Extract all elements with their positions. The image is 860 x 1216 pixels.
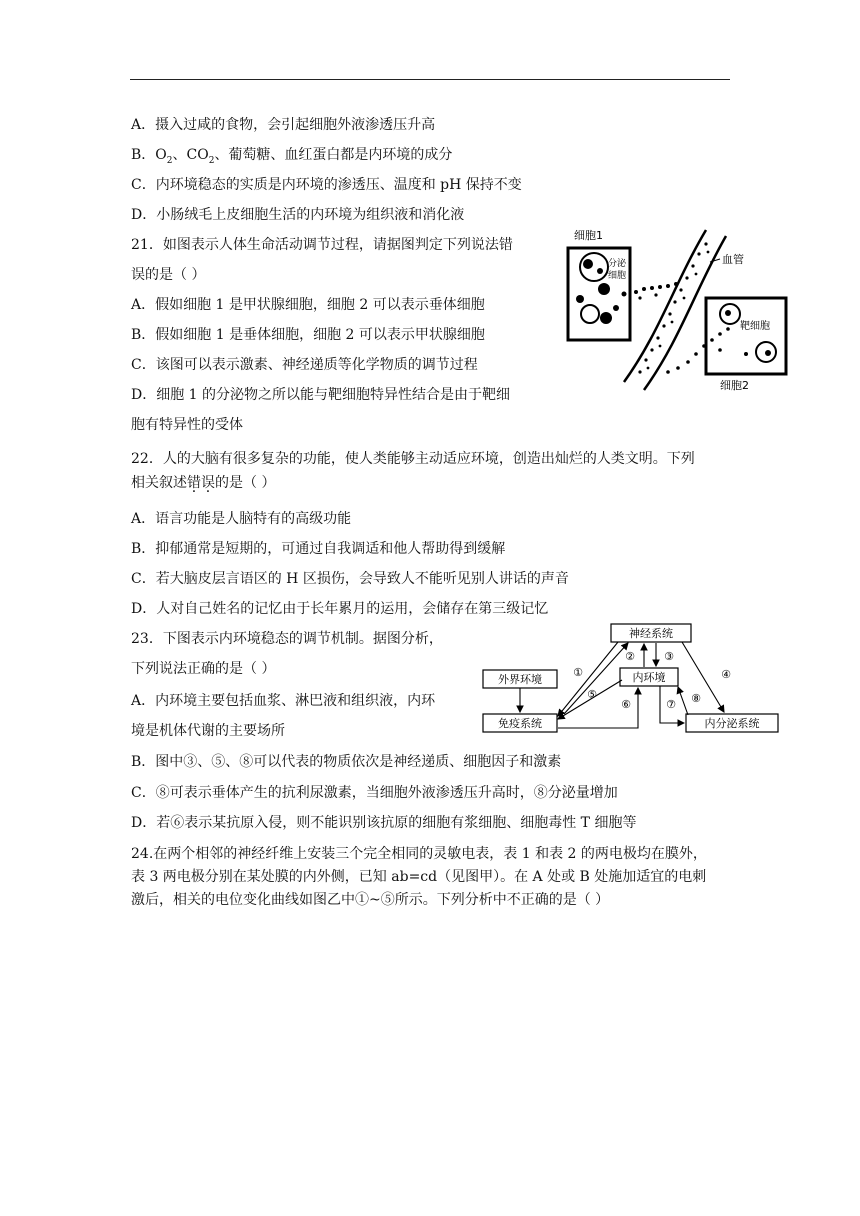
q20-option-d: D．小肠绒毛上皮细胞生活的内环境为组织液和消化液 [131,207,465,223]
num-5: ⑤ [587,688,597,701]
q22-option-d: D．人对自己姓名的记忆由于长年累月的运用，会储存在第三级记忆 [131,601,549,617]
arrow-endocrine-to-internal [678,687,688,715]
q24-stem-line2: 表 3 两电极分别在某处膜的内外侧，已知 ab=cd（见图甲）。在 A 处或 B 处施加适宜的电刺 [131,869,707,885]
arrow-nervous-to-endocrine [682,642,724,712]
q23-option-d: D．若⑥表示某抗原入侵，则不能识别该抗原的细胞有浆细胞、细胞毒性 T 细胞等 [131,815,637,831]
q21-option-c: C．该图可以表示激素、神经递质等化学物质的调节过程 [131,357,478,373]
header-rule [130,79,730,80]
q22-stem-line1: 22．人的大脑有很多复杂的功能，使人类能够主动适应环境，创造出灿烂的人类文明。下列 [131,451,695,467]
num-3: ③ [664,650,674,663]
num-4: ④ [721,668,731,681]
label-endocrine-system: 内分泌系统 [704,717,760,730]
num-1: ① [573,666,583,679]
q21-stem-line2: 误的是（ ） [131,267,206,283]
q22-option-c: C．若大脑皮层言语区的 H 区损伤，会导致人不能听见别人讲话的声音 [131,571,569,587]
fig21-cell2-label: 细胞2 [720,379,749,392]
fig21-cell1-label: 细胞1 [574,229,603,242]
q21-cell-signaling-figure [560,222,792,394]
q23-option-b: B．图中③、⑤、⑧可以代表的物质依次是神经递质、细胞因子和激素 [131,754,562,770]
num-8: ⑧ [691,692,701,705]
num-7: ⑦ [666,698,676,711]
q20-option-a: A．摄入过咸的食物，会引起细胞外液渗透压升高 [131,117,436,133]
q22-stem-line2: 相关叙述错误的是（ ） [131,475,276,491]
q24-stem-line1: 24.在两个相邻的神经纤维上安装三个完全相同的灵敏电表，表 1 和表 2 的两电极均在膜外， [131,846,707,862]
emphasis-char: 错 [187,475,201,491]
q21-stem-line1: 21．如图表示人体生命活动调节过程，请据图判定下列说法错 [131,237,513,253]
fig21-target-cell-box [706,298,786,374]
q23-homeostasis-figure [478,620,782,736]
q20-option-c: C．内环境稳态的实质是内环境的渗透压、温度和 pH 保持不变 [131,177,522,193]
q21-option-d-line2: 胞有特异性的受体 [131,417,243,433]
label-external-environment: 外界环境 [498,673,542,686]
q21-option-d-line1: D．细胞 1 的分泌物之所以能与靶细胞特异性结合是由于靶细 [131,387,511,403]
q24-stem-line3: 激后，相关的电位变化曲线如图乙中①~⑤所示。下列分析中不正确的是（ ） [131,892,610,908]
fig21-secretory-label-2: 细胞 [608,271,627,281]
label-internal-environment: 内环境 [632,671,666,684]
fig21-secretory-label-1: 分泌 [608,259,627,269]
q22-option-b: B．抑郁通常是短期的，可通过自我调适和他人帮助得到缓解 [131,541,506,557]
label-nervous-system: 神经系统 [629,627,673,640]
q23-option-a-line2: 境是机体代谢的主要场所 [131,723,285,739]
q23-stem-line2: 下列说法正确的是（ ） [131,661,276,677]
q23-option-a-line1: A．内环境主要包括血浆、淋巴液和组织液，内环 [131,693,436,709]
num-2: ② [625,650,635,663]
label-immune-system: 免疫系统 [498,717,542,730]
arrow-nervous-to-immune [558,642,618,716]
fig21-blood-vessel-wall-right [644,236,726,390]
q20-option-b: B．$O_2$、$CO_2$、葡萄糖、血红蛋白都是内环境的成分 [131,147,453,166]
q21-option-b: B．假如细胞 1 是垂体细胞，细胞 2 可以表示甲状腺细胞 [131,327,485,343]
q23-stem-line1: 23．下图表示内环境稳态的调节机制。据图分析， [131,631,443,647]
fig21-target-cell-label: 靶细胞 [740,321,770,332]
q23-option-c: C．⑧可表示垂体产生的抗利尿激素，当细胞外液渗透压升高时，⑧分泌量增加 [131,785,618,801]
fig21-vessel-label: 血管 [722,253,744,266]
q21-option-a: A．假如细胞 1 是甲状腺细胞，细胞 2 可以表示垂体细胞 [131,297,485,313]
q22-option-a: A．语言功能是人脑特有的高级功能 [131,511,352,527]
fig21-blood-flow-dots [638,242,709,373]
emphasis-char: 误 [201,475,215,491]
num-6: ⑥ [621,698,631,711]
